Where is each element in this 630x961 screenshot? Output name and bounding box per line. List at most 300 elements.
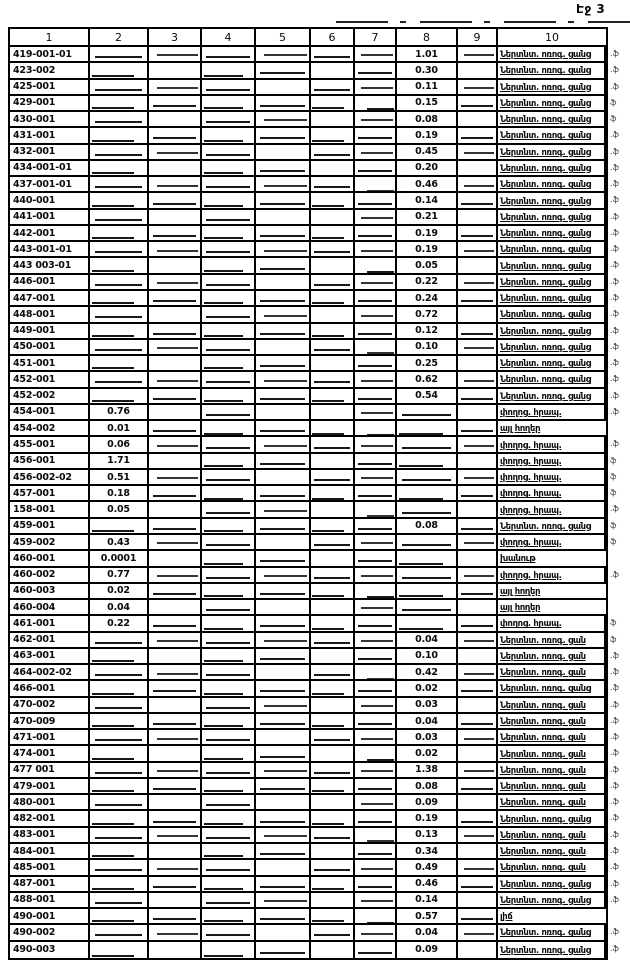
empty-cell xyxy=(149,681,202,695)
area-col2-cell xyxy=(90,242,149,256)
table-row xyxy=(10,860,619,876)
land-category-cell: Ներտնտ. ոռոգ. ցանց xyxy=(498,372,606,386)
empty-cell xyxy=(311,47,355,61)
table-row xyxy=(10,96,617,112)
area-col8-cell: 0.09 xyxy=(397,795,458,809)
empty-cell xyxy=(458,372,498,386)
empty-cell xyxy=(458,470,498,484)
area-col8-cell: 0.08 xyxy=(397,112,458,126)
empty-cell xyxy=(256,942,311,958)
empty-cell xyxy=(149,665,202,679)
empty-cell xyxy=(256,600,311,614)
empty-cell xyxy=(149,649,202,663)
margin-note: .ֆ xyxy=(610,715,619,725)
area-col2-cell xyxy=(90,275,149,289)
parcel-code-cell: 482-001 xyxy=(10,811,90,825)
area-col8-cell: 0.62 xyxy=(397,372,458,386)
area-col2-cell xyxy=(90,828,149,842)
parcel-code-cell: 490-002 xyxy=(10,925,90,939)
empty-cell xyxy=(149,275,202,289)
empty-cell xyxy=(149,437,202,451)
empty-cell xyxy=(311,698,355,712)
empty-cell xyxy=(458,275,498,289)
table-row xyxy=(10,63,619,79)
empty-cell xyxy=(149,145,202,159)
empty-cell xyxy=(202,258,256,272)
empty-cell xyxy=(311,324,355,338)
parcel-code-cell: 449-001 xyxy=(10,324,90,338)
table-row xyxy=(10,275,619,291)
empty-cell xyxy=(149,454,202,468)
area-col8-cell: 0.21 xyxy=(397,210,458,224)
area-col8-cell: 0.14 xyxy=(397,193,458,207)
parcel-code-cell: 484-001 xyxy=(10,844,90,858)
empty-cell xyxy=(256,535,311,549)
column-header-10: 10 xyxy=(545,30,559,44)
empty-cell xyxy=(149,96,202,110)
land-category-cell: Ներտնտ. ոռոգ. ցանց xyxy=(498,193,606,207)
empty-cell xyxy=(458,893,498,907)
area-col2-cell: 0.18 xyxy=(90,486,149,500)
empty-cell xyxy=(311,828,355,842)
area-col8-cell: 0.20 xyxy=(397,161,458,175)
table-row xyxy=(10,258,619,274)
land-category-cell: Ներտնտ. ոռոգ. ցանց xyxy=(498,681,606,695)
area-col8-cell: 1.01 xyxy=(397,47,458,61)
empty-cell xyxy=(149,909,202,923)
empty-cell xyxy=(458,909,498,923)
area-col2-cell xyxy=(90,324,149,338)
area-col8-cell: 0.30 xyxy=(397,63,458,77)
empty-cell xyxy=(355,177,397,191)
empty-cell xyxy=(458,421,498,435)
area-col2-cell xyxy=(90,649,149,663)
area-col2-cell xyxy=(90,893,149,907)
land-category-cell: Ներտնտ. ոռոգ. ցանց xyxy=(498,161,606,175)
empty-cell xyxy=(311,389,355,403)
empty-cell xyxy=(256,714,311,728)
empty-cell xyxy=(458,828,498,842)
empty-cell xyxy=(202,437,256,451)
area-col2-cell xyxy=(90,519,149,533)
area-col8-cell xyxy=(397,616,458,630)
empty-cell xyxy=(311,893,355,907)
land-category-cell: Ներտնտ. ոռոգ. ցան xyxy=(498,698,606,712)
table-row xyxy=(10,551,606,567)
parcel-code-cell: 455-001 xyxy=(10,437,90,451)
empty-cell xyxy=(458,226,498,240)
table-row xyxy=(10,210,619,226)
land-category-cell: Ներտնտ. ոռոգ. ցան xyxy=(498,714,606,728)
empty-cell xyxy=(256,161,311,175)
parcel-code-cell: 460-001 xyxy=(10,551,90,565)
empty-cell xyxy=(458,258,498,272)
margin-note: .ֆ xyxy=(610,650,619,660)
empty-cell xyxy=(202,779,256,793)
empty-cell xyxy=(149,746,202,760)
empty-cell xyxy=(311,763,355,777)
land-category-cell: Ներտնտ. ոռոգ. ցան xyxy=(498,795,606,809)
area-col8-cell: 0.02 xyxy=(397,746,458,760)
empty-cell xyxy=(202,96,256,110)
empty-cell xyxy=(311,633,355,647)
area-col2-cell xyxy=(90,389,149,403)
margin-note: .ֆ xyxy=(610,748,619,758)
land-category-cell: Ներտնտ. ոռոգ. ցանց xyxy=(498,226,606,240)
table-row xyxy=(10,177,619,193)
area-col8-cell xyxy=(397,502,458,516)
empty-cell xyxy=(458,405,498,419)
area-col2-cell: 0.43 xyxy=(90,535,149,549)
area-col2-cell: 1.71 xyxy=(90,454,149,468)
empty-cell xyxy=(256,291,311,305)
empty-cell xyxy=(355,925,397,939)
column-header-1: 1 xyxy=(10,29,90,45)
empty-cell xyxy=(202,519,256,533)
area-col8-cell xyxy=(397,584,458,598)
empty-cell xyxy=(256,421,311,435)
empty-cell xyxy=(458,681,498,695)
area-col8-cell: 0.19 xyxy=(397,811,458,825)
land-category-cell: փողոց. հրապ. xyxy=(498,405,606,419)
empty-cell xyxy=(149,779,202,793)
empty-cell xyxy=(256,811,311,825)
empty-cell xyxy=(149,893,202,907)
empty-cell xyxy=(149,161,202,175)
empty-cell xyxy=(355,502,397,516)
area-col8-cell: 0.46 xyxy=(397,877,458,891)
area-col2-cell xyxy=(90,730,149,744)
empty-cell xyxy=(202,616,256,630)
area-col8-cell: 0.09 xyxy=(397,942,458,958)
empty-cell xyxy=(458,63,498,77)
table-row xyxy=(10,616,617,632)
empty-cell xyxy=(202,909,256,923)
margin-note: ֆ xyxy=(610,114,617,124)
area-col2-cell xyxy=(90,746,149,760)
table-row xyxy=(10,291,619,307)
area-col2-cell xyxy=(90,96,149,110)
empty-cell xyxy=(311,80,355,94)
land-category-cell: Ներտնտ. ոռոգ. ցան xyxy=(498,746,606,760)
empty-cell xyxy=(458,486,498,500)
empty-cell xyxy=(149,47,202,61)
land-category-cell: Ներտնտ. ոռոգ. ցանց xyxy=(498,811,606,825)
table-row xyxy=(10,779,619,795)
empty-cell xyxy=(458,437,498,451)
empty-cell xyxy=(458,535,498,549)
empty-cell xyxy=(311,665,355,679)
parcel-code-cell: 488-001 xyxy=(10,893,90,907)
empty-cell xyxy=(355,779,397,793)
land-category-cell: փողոց. հրապ. xyxy=(498,486,606,500)
empty-cell xyxy=(256,193,311,207)
empty-cell xyxy=(149,844,202,858)
empty-cell xyxy=(149,795,202,809)
empty-cell xyxy=(355,730,397,744)
parcel-code-cell: 441-001 xyxy=(10,210,90,224)
empty-cell xyxy=(458,177,498,191)
area-col2-cell xyxy=(90,714,149,728)
empty-cell xyxy=(202,486,256,500)
empty-cell xyxy=(256,63,311,77)
empty-cell xyxy=(149,568,202,582)
empty-cell xyxy=(149,112,202,126)
empty-cell xyxy=(149,698,202,712)
land-category-cell: Ներտնտ. ոռոգ. ցանց xyxy=(498,519,606,533)
area-col8-cell: 0.04 xyxy=(397,633,458,647)
empty-cell xyxy=(149,730,202,744)
empty-cell xyxy=(458,193,498,207)
empty-cell xyxy=(311,372,355,386)
area-col8-cell: 0.04 xyxy=(397,925,458,939)
empty-cell xyxy=(355,763,397,777)
table-row xyxy=(10,519,617,535)
empty-cell xyxy=(256,454,311,468)
empty-cell xyxy=(149,356,202,370)
area-col8-cell xyxy=(397,454,458,468)
empty-cell xyxy=(355,210,397,224)
margin-note: .ֆ xyxy=(610,894,619,904)
empty-cell xyxy=(458,616,498,630)
empty-cell xyxy=(311,779,355,793)
empty-cell xyxy=(458,502,498,516)
column-header-5: 5 xyxy=(256,29,311,45)
land-category-cell: Ներտնտ. ոռոգ. ցանց xyxy=(498,340,606,354)
empty-cell xyxy=(458,779,498,793)
empty-cell xyxy=(149,470,202,484)
area-col8-cell: 0.34 xyxy=(397,844,458,858)
empty-cell xyxy=(149,925,202,939)
empty-cell xyxy=(458,584,498,598)
empty-cell xyxy=(311,616,355,630)
area-col2-cell xyxy=(90,177,149,191)
empty-cell xyxy=(256,795,311,809)
empty-cell xyxy=(311,746,355,760)
area-col2-cell xyxy=(90,291,149,305)
empty-cell xyxy=(149,421,202,435)
empty-cell xyxy=(202,145,256,159)
parcel-code-cell: 158-001 xyxy=(10,502,90,516)
empty-cell xyxy=(256,649,311,663)
area-col8-cell: 0.03 xyxy=(397,698,458,712)
land-category-cell: Ներտնտ. ոռոգ. ցանց xyxy=(498,128,606,142)
empty-cell xyxy=(355,421,397,435)
empty-cell xyxy=(149,210,202,224)
column-header-8: 8 xyxy=(397,29,458,45)
empty-cell xyxy=(355,942,397,958)
empty-cell xyxy=(458,291,498,305)
land-category-cell: փողոց. հրապ. xyxy=(498,568,606,582)
empty-cell xyxy=(256,828,311,842)
empty-cell xyxy=(149,616,202,630)
empty-cell xyxy=(149,551,202,565)
empty-cell xyxy=(256,730,311,744)
area-col8-cell xyxy=(397,486,458,500)
land-category-cell: փողոց. հրապ. xyxy=(498,535,606,549)
empty-cell xyxy=(256,177,311,191)
land-category-cell: այլ հողեր xyxy=(500,423,541,434)
area-col8-cell: 0.05 xyxy=(397,258,458,272)
parcel-code-cell: 477 001 xyxy=(10,763,90,777)
empty-cell xyxy=(355,242,397,256)
empty-cell xyxy=(458,389,498,403)
empty-cell xyxy=(311,795,355,809)
empty-cell xyxy=(311,226,355,240)
area-col8-cell xyxy=(397,470,458,484)
empty-cell xyxy=(311,454,355,468)
empty-cell xyxy=(355,372,397,386)
empty-cell xyxy=(149,860,202,874)
empty-cell xyxy=(202,828,256,842)
margin-note: .ֆ xyxy=(610,862,619,872)
empty-cell xyxy=(355,389,397,403)
table-row xyxy=(10,340,619,356)
empty-cell xyxy=(149,291,202,305)
land-category-cell: լիճ xyxy=(500,911,513,922)
parcel-code-cell: 431-001 xyxy=(10,128,90,142)
column-header-3: 3 xyxy=(149,29,202,45)
empty-cell xyxy=(458,161,498,175)
empty-cell xyxy=(202,600,256,614)
empty-cell xyxy=(458,307,498,321)
empty-cell xyxy=(149,128,202,142)
empty-cell xyxy=(256,779,311,793)
empty-cell xyxy=(355,405,397,419)
land-category-cell: Ներտնտ. ոռոգ. ցանց xyxy=(498,96,606,110)
empty-cell xyxy=(311,405,355,419)
empty-cell xyxy=(311,421,355,435)
empty-cell xyxy=(202,470,256,484)
area-col8-cell: 0.08 xyxy=(397,519,458,533)
table-row xyxy=(10,80,619,96)
parcel-code-cell: 437-001-01 xyxy=(10,177,90,191)
area-col8-cell: 0.10 xyxy=(397,649,458,663)
empty-cell xyxy=(202,649,256,663)
land-category-cell: Ներտնտ. ոռոգ. ցանց xyxy=(498,145,606,159)
empty-cell xyxy=(149,226,202,240)
margin-note: .ֆ xyxy=(610,162,619,172)
parcel-code-cell: 463-001 xyxy=(10,649,90,663)
land-category-cell: Ներտնտ. ոռոգ. ցան xyxy=(498,763,606,777)
empty-cell xyxy=(202,324,256,338)
land-category-cell: Ներտնտ. ոռոգ. ցանց xyxy=(498,80,606,94)
empty-cell xyxy=(149,763,202,777)
table-row xyxy=(10,486,617,502)
empty-cell xyxy=(355,258,397,272)
land-category-cell: փողոց. հրապ. xyxy=(498,470,606,484)
area-col2-cell: 0.22 xyxy=(90,616,149,630)
parcel-code-cell: 456-002-02 xyxy=(10,470,90,484)
empty-cell xyxy=(149,877,202,891)
empty-cell xyxy=(256,486,311,500)
empty-cell xyxy=(355,128,397,142)
area-col2-cell xyxy=(90,47,149,61)
empty-cell xyxy=(202,210,256,224)
empty-cell xyxy=(256,226,311,240)
margin-note: .ֆ xyxy=(610,81,619,91)
land-category-cell: խանութ xyxy=(500,553,536,564)
margin-note: .ֆ xyxy=(610,49,619,58)
table-row xyxy=(10,714,619,730)
empty-cell xyxy=(149,340,202,354)
empty-cell xyxy=(202,746,256,760)
empty-cell xyxy=(256,307,311,321)
empty-cell xyxy=(256,470,311,484)
empty-cell xyxy=(149,258,202,272)
empty-cell xyxy=(355,649,397,663)
margin-note: ֆ xyxy=(610,97,617,107)
parcel-code-cell: 457-001 xyxy=(10,486,90,500)
area-col2-cell xyxy=(90,844,149,858)
empty-cell xyxy=(202,502,256,516)
empty-cell xyxy=(202,763,256,777)
land-category-cell: այլ հողեր xyxy=(500,602,541,613)
empty-cell xyxy=(458,811,498,825)
area-col2-cell xyxy=(90,763,149,777)
parcel-code-cell: 474-001 xyxy=(10,746,90,760)
margin-note: .ֆ xyxy=(610,390,619,400)
table-row xyxy=(10,584,606,600)
table-row xyxy=(10,389,619,405)
empty-cell xyxy=(311,193,355,207)
empty-cell xyxy=(149,63,202,77)
empty-cell xyxy=(355,47,397,61)
land-category-cell: Ներտնտ. ոռոգ. ցան xyxy=(498,844,606,858)
empty-cell xyxy=(202,698,256,712)
empty-cell xyxy=(458,763,498,777)
land-category-cell: Ներտնտ. ոռոգ. ցան xyxy=(498,779,606,793)
empty-cell xyxy=(149,324,202,338)
area-col8-cell xyxy=(397,600,458,614)
empty-cell xyxy=(355,633,397,647)
table-row xyxy=(10,128,619,144)
table-row xyxy=(10,633,617,649)
table-row xyxy=(10,600,606,616)
area-col8-cell: 0.04 xyxy=(397,714,458,728)
empty-cell xyxy=(355,486,397,500)
area-col8-cell: 0.42 xyxy=(397,665,458,679)
area-col2-cell xyxy=(90,909,149,923)
empty-cell xyxy=(458,925,498,939)
empty-cell xyxy=(355,909,397,923)
margin-note: .ֆ xyxy=(610,358,619,368)
empty-cell xyxy=(149,942,202,958)
empty-cell xyxy=(256,616,311,630)
land-category-cell: Ներտնտ. ոռոգ. ցան xyxy=(498,828,606,842)
empty-cell xyxy=(355,63,397,77)
empty-cell xyxy=(256,258,311,272)
margin-note: .ֆ xyxy=(610,244,619,254)
column-header-7: 7 xyxy=(355,29,397,45)
empty-cell xyxy=(202,242,256,256)
empty-cell xyxy=(202,340,256,354)
table-row xyxy=(10,909,606,925)
empty-cell xyxy=(149,633,202,647)
parcel-code-cell: 432-001 xyxy=(10,145,90,159)
parcel-code-cell: 452-002 xyxy=(10,389,90,403)
empty-cell xyxy=(202,112,256,126)
parcel-code-cell: 460-002 xyxy=(10,568,90,582)
empty-cell xyxy=(256,633,311,647)
parcel-code-cell: 430-001 xyxy=(10,112,90,126)
table-row xyxy=(10,730,619,746)
area-col8-cell: 0.13 xyxy=(397,828,458,842)
land-category-cell: Ներտնտ. ոռոգ. ցանց xyxy=(498,177,606,191)
parcel-code-cell: 450-001 xyxy=(10,340,90,354)
land-category-cell: Ներտնտ. ոռոգ. ցան xyxy=(498,633,606,647)
margin-note: .ֆ xyxy=(610,927,619,937)
